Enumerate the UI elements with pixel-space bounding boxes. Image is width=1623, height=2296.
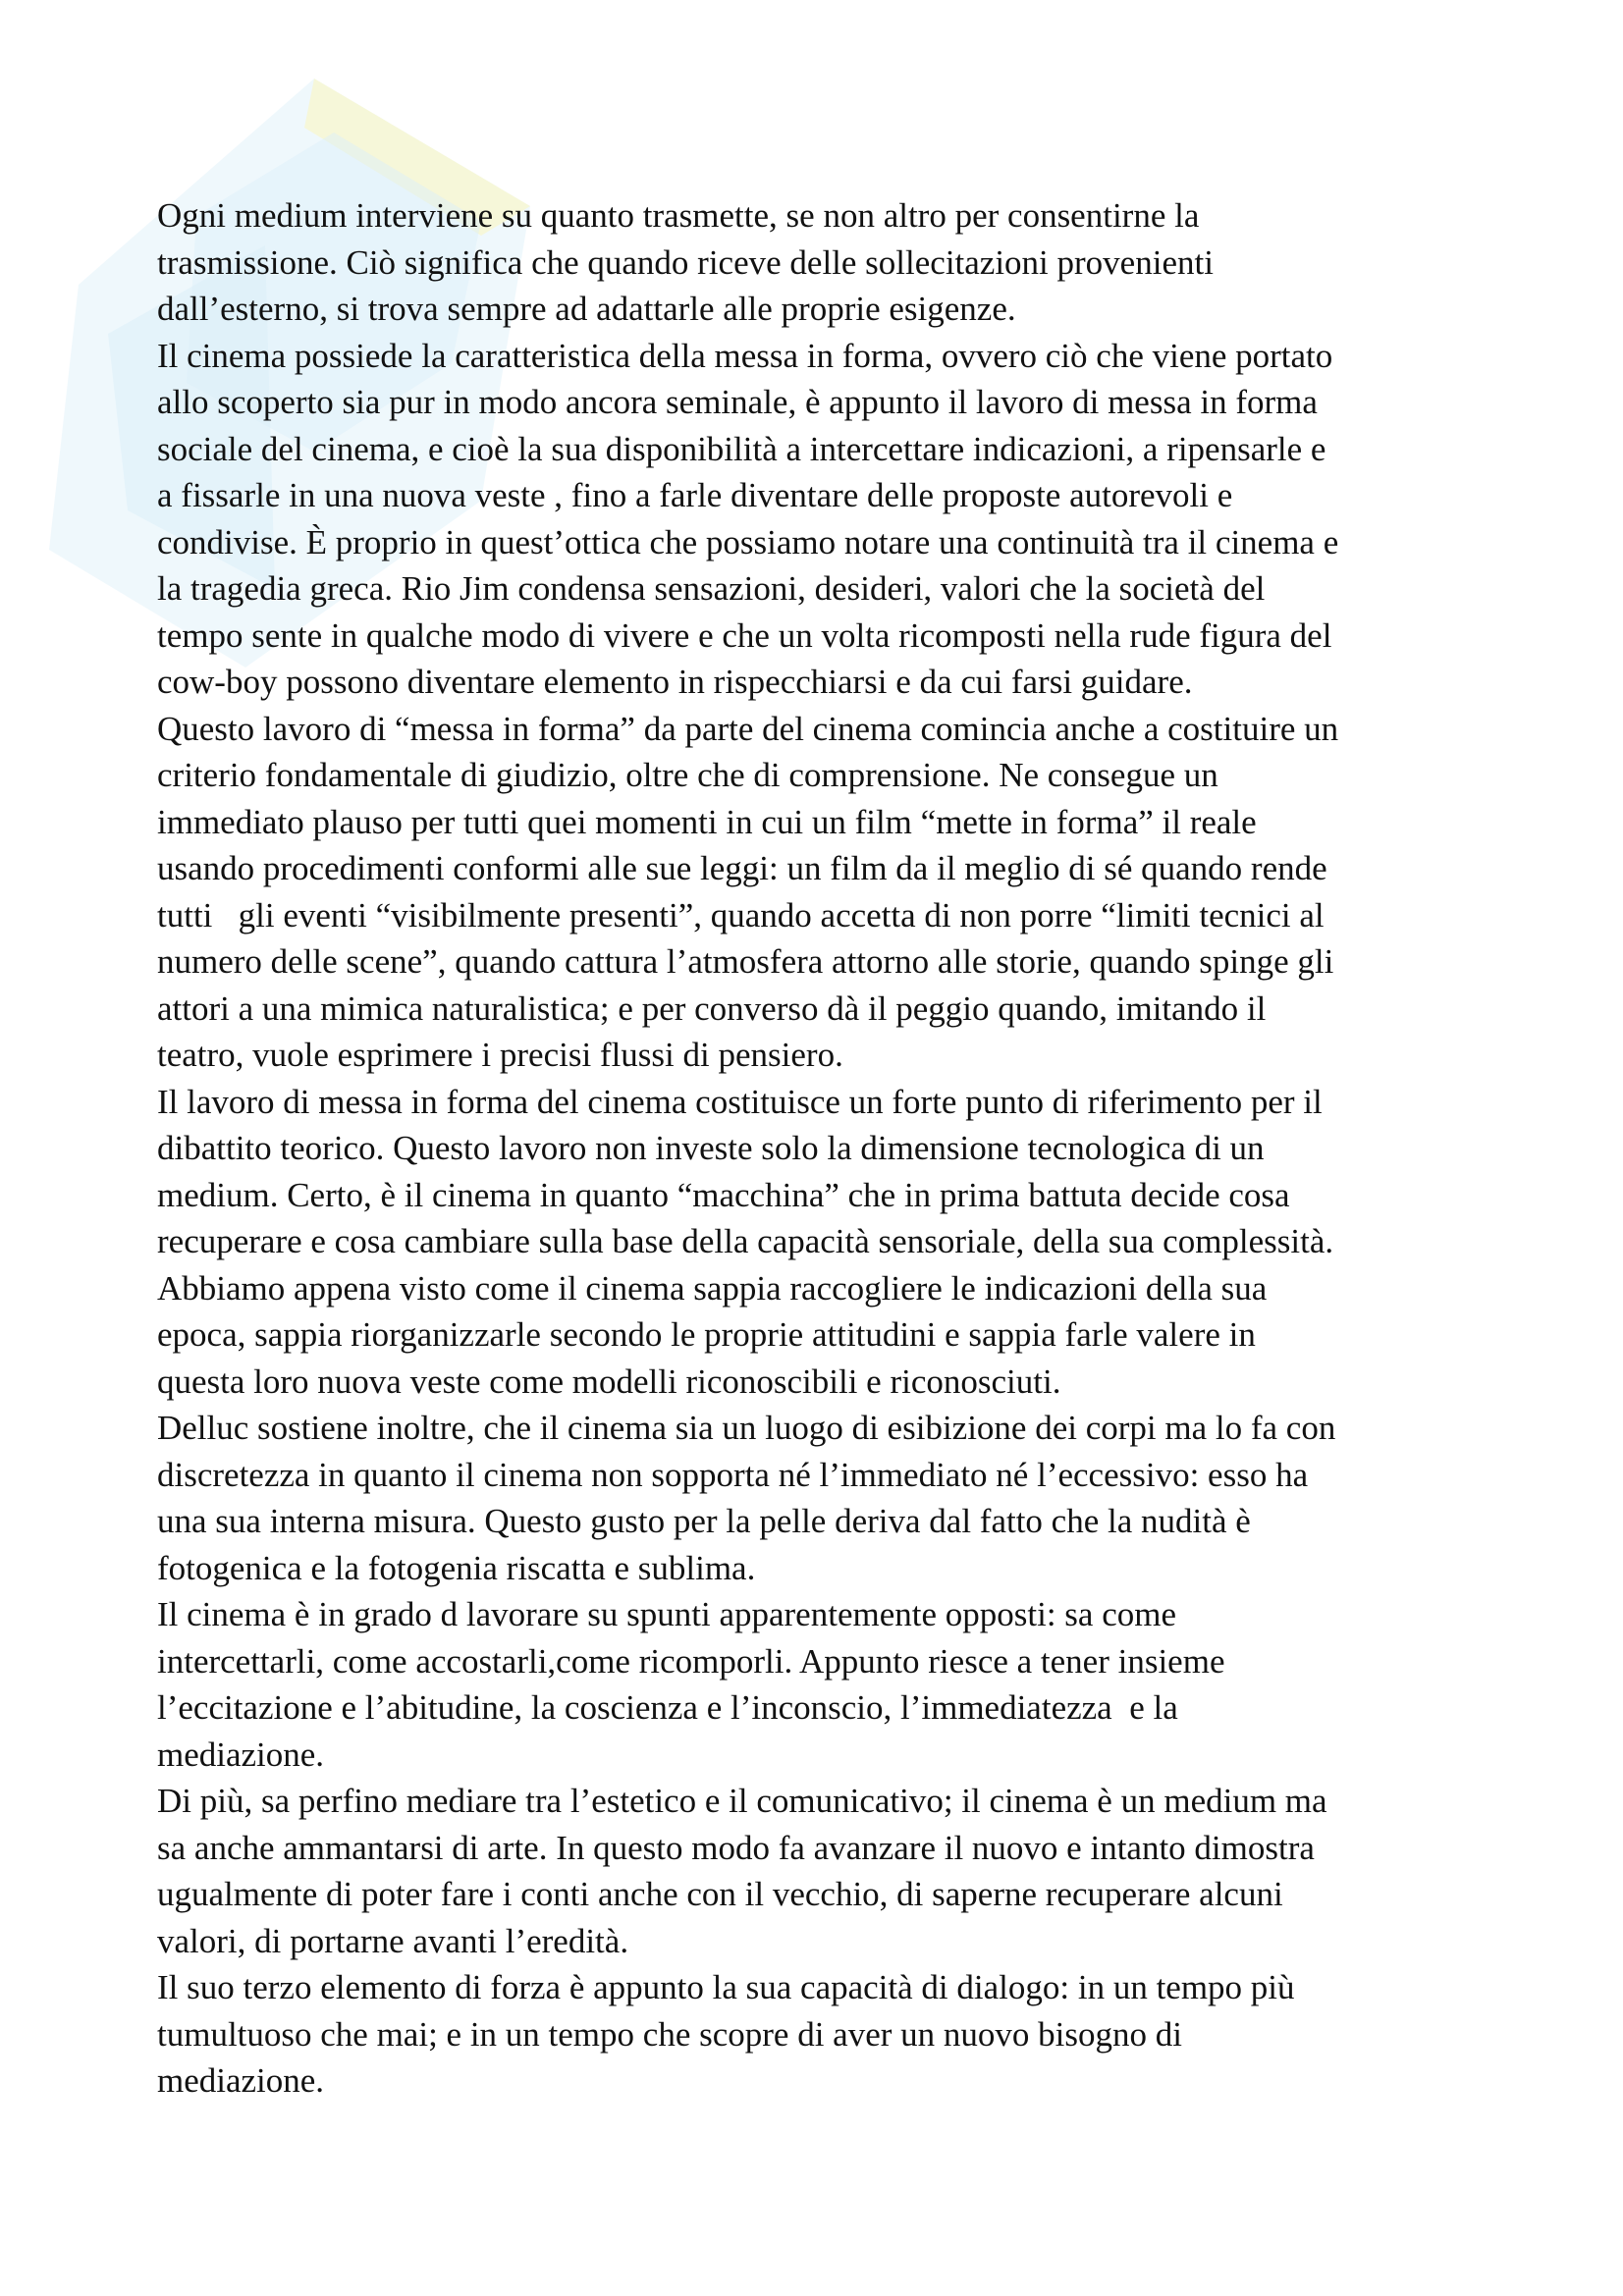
text-line: Delluc sostiene inoltre, che il cinema sia un luogo di esibizione dei corpi ma lo fa con	[157, 1409, 1336, 1447]
text-line: teatro, vuole esprimere i precisi flussi di pensiero.	[157, 1036, 843, 1074]
text-line: trasmissione. Ciò significa che quando riceve delle sollecitazioni provenienti	[157, 242, 1214, 282]
text-line: medium. Certo, è il cinema in quanto “macchina” che in prima battuta decide cosa	[157, 1175, 1290, 1214]
text-line: recuperare e cosa cambiare sulla base della capacità sensoriale, della sua complessità.	[157, 1222, 1334, 1260]
text-line: Ogni medium interviene su quanto trasmette, se non altro per consentirne la	[157, 196, 1200, 235]
text-line: una sua interna misura. Questo gusto per la pelle deriva dal fatto che la nudità è	[157, 1502, 1251, 1540]
text-line: mediazione.	[157, 2061, 325, 2100]
text-line: tempo sente in qualche modo di vivere e che un volta ricomposti nella rude figura del	[157, 615, 1332, 655]
text-line: allo scoperto sia pur in modo ancora seminale, è appunto il lavoro di messa in forma	[157, 383, 1318, 421]
text-line: usando procedimenti conformi alle sue leggi: un film da il meglio di sé quando rende	[157, 849, 1327, 887]
text-line: Il suo terzo elemento di forza è appunto la sua capacità di dialogo: in un tempo più	[157, 1968, 1295, 2006]
text-line: l’eccitazione e l’abitudine, la coscienza e l’inconscio, l’immediatezza e la	[157, 1688, 1178, 1727]
text-line: condivise. È proprio in quest’ottica che possiamo notare una continuità tra il cinema e	[157, 522, 1339, 561]
text-line: Abbiamo appena visto come il cinema sappia raccogliere le indicazioni della sua	[157, 1268, 1268, 1308]
text-line: discretezza in quanto il cinema non sopporta né l’immediato né l’eccessivo: esso ha	[157, 1455, 1309, 1494]
text-line: a fissarle in una nuova veste , fino a farle diventare delle proposte autorevoli e	[157, 476, 1233, 514]
text-line: valori, di portarne avanti l’eredità.	[157, 1921, 629, 1960]
text-line: attori a una mimica naturalistica; e per converso dà il peggio quando, imitando il	[157, 988, 1267, 1028]
text-line: tumultuoso che mai; e in un tempo che scopre di aver un nuovo bisogno di	[157, 2014, 1182, 2054]
text-line: tutti gli eventi “visibilmente presenti”, quando accetta di non porre “limiti tecnici al	[157, 895, 1325, 934]
text-line: cow-boy possono diventare elemento in rispecchiarsi e da cui farsi guidare.	[157, 663, 1193, 701]
text-line: dibattito teorico. Questo lavoro non investe solo la dimensione tecnologica di un	[157, 1129, 1265, 1167]
document-body	[157, 192, 1502, 2105]
text-line: sociale del cinema, e cioè la sua disponibilità a intercettare indicazioni, a ripensarle e	[157, 429, 1326, 468]
text-line: intercettarli, come accostarli,come ricomporli. Appunto riesce a tener insieme	[157, 1641, 1225, 1681]
text-line: immediato plauso per tutti quei momenti in cui un film “mette in forma” il reale	[157, 802, 1257, 841]
text-line: Il lavoro di messa in forma del cinema costituisce un forte punto di riferimento per il	[157, 1082, 1323, 1121]
text-line: sa anche ammantarsi di arte. In questo modo fa avanzare il nuovo e intanto dimostra	[157, 1828, 1315, 1867]
text-line: la tragedia greca. Rio Jim condensa sensazioni, desideri, valori che la società del	[157, 569, 1266, 608]
text-line: Il cinema è in grado d lavorare su spunti apparentemente opposti: sa come	[157, 1595, 1176, 1633]
text-line: numero delle scene”, quando cattura l’atmosfera attorno alle storie, quando spinge gli	[157, 942, 1334, 981]
text-line: questa loro nuova veste come modelli riconoscibili e riconosciuti.	[157, 1362, 1061, 1401]
text-line: epoca, sappia riorganizzarle secondo le proprie attitudini e sappia farle valere in	[157, 1315, 1256, 1354]
text-line: dall’esterno, si trova sempre ad adattarle alle proprie esigenze.	[157, 290, 1016, 328]
text-line: criterio fondamentale di giudizio, oltre che di comprensione. Ne consegue un	[157, 756, 1218, 794]
text-line: Il cinema possiede la caratteristica della messa in forma, ovvero ciò che viene portato	[157, 336, 1333, 375]
text-line: ugualmente di poter fare i conti anche con il vecchio, di saperne recuperare alcuni	[157, 1875, 1283, 1913]
text-line: Di più, sa perfino mediare tra l’estetico e il comunicativo; il cinema è un medium ma	[157, 1782, 1327, 1820]
text-line: Questo lavoro di “messa in forma” da parte del cinema comincia anche a costituire un	[157, 709, 1339, 748]
text-line: fotogenica e la fotogenia riscatta e sublima.	[157, 1548, 756, 1587]
text-line: mediazione.	[157, 1735, 325, 1774]
